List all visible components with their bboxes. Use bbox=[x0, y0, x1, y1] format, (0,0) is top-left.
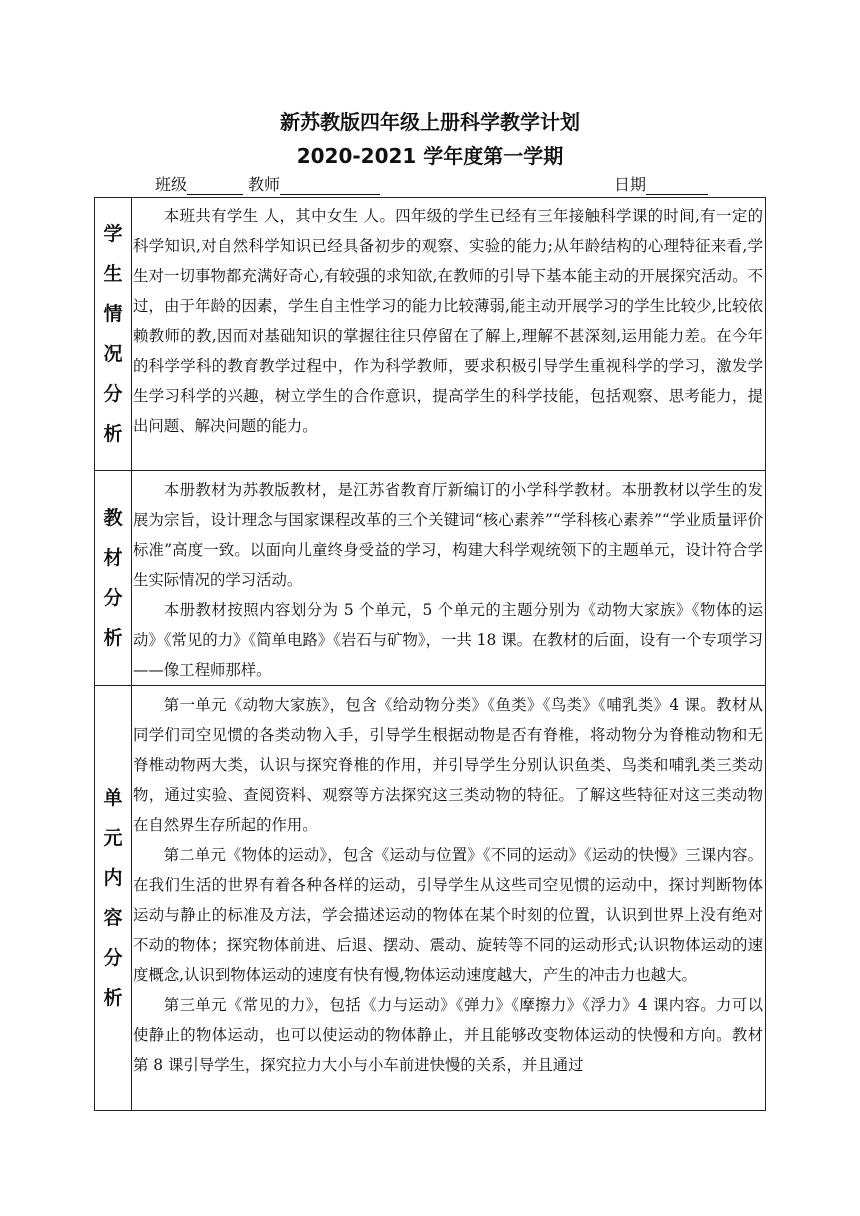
date-field bbox=[614, 172, 708, 195]
class-blank bbox=[187, 178, 243, 195]
label-char: 教 bbox=[103, 507, 123, 529]
class-field bbox=[155, 172, 243, 195]
label-char: 分 bbox=[103, 947, 123, 969]
date-label: 日期 bbox=[614, 175, 647, 194]
date-blank bbox=[646, 178, 708, 195]
table-border-top bbox=[94, 197, 766, 198]
table-column-divider bbox=[131, 197, 132, 1111]
unit-analysis-content bbox=[133, 690, 763, 1108]
row-label-student-analysis bbox=[95, 198, 131, 470]
teacher-blank bbox=[280, 178, 380, 195]
label-char: 容 bbox=[103, 907, 123, 929]
paragraph: 第三单元《常见的力》，包括《力与运动》《弹力》《摩擦力》《浮力》4 课内容。力可以使静止的物体运动，也可以使运动的物体静止，并且能够改变物体运动的快慢和方向。教材第 8 课引导学生，探究拉力大小与小车前进快慢的关系，并且通过 bbox=[133, 996, 763, 1074]
table-border-right bbox=[765, 197, 766, 1111]
document-title: 新苏教版四年级上册科学教学计划 bbox=[280, 110, 580, 134]
label-char: 分 bbox=[103, 587, 123, 609]
label-char: 元 bbox=[103, 827, 123, 849]
paragraph: 第一单元《动物大家族》，包含《给动物分类》《鱼类》《鸟类》《哺乳类》4 课。教材从同学们司空见惯的各类动物入手，引导学生根据动物是否有脊椎，将动物分为脊椎动物和无脊椎动物两大类，认识与探究脊椎的作用，并引导学生分别认识鱼类、鸟类和哺乳类三类动物，通过实验、查阅资料、观察等方法探究这三类动物的特征。了解这些特征对这三类动物在自然界生存所起的作用。 bbox=[133, 696, 763, 834]
label-char: 学 bbox=[103, 223, 123, 245]
paragraph: 第二单元《物体的运动》，包含《运动与位置》《不同的运动》《运动的快慢》三课内容。在我们生活的世界有着各种各样的运动，引导学生从这些司空见惯的运动中，探讨判断物体运动与静止的标准及方法，学会描述运动的物体在某个时刻的位置，认识到世界上没有绝对不动的物体；探究物体前进、后退、摆动、震动、旋转等不同的运动形式;认识物体运动的速度概念,认识到物体运动的速度有快有慢,物体运动速度越大，产生的冲击力也越大。 bbox=[133, 846, 763, 984]
teacher-field bbox=[248, 172, 380, 195]
paragraph: 本册教材按照内容划分为 5 个单元，5 个单元的主题分别为《动物大家族》《物体的运动》《常见的力》《简单电路》《岩石与矿物》，一共 18 课。在教材的后面，设有一个专项学习——像工程师那样。 bbox=[133, 601, 763, 679]
label-char: 析 bbox=[103, 423, 123, 445]
label-char: 情 bbox=[103, 303, 123, 325]
label-char: 况 bbox=[103, 343, 123, 365]
teacher-label: 教师 bbox=[248, 175, 281, 194]
label-char: 材 bbox=[103, 547, 123, 569]
table-border-bottom bbox=[94, 1110, 766, 1111]
textbook-analysis-content bbox=[133, 475, 763, 685]
label-char: 内 bbox=[103, 867, 123, 889]
table-row-divider bbox=[94, 685, 766, 686]
row-label-textbook-analysis bbox=[95, 471, 131, 685]
label-char: 析 bbox=[103, 627, 123, 649]
student-analysis-content bbox=[133, 201, 763, 441]
label-char: 析 bbox=[103, 987, 123, 1009]
paragraph: 本班共有学生 人，其中女生 人。四年级的学生已经有三年接触科学课的时间,有一定的科学知识,对自然科学知识已经具备初步的观察、实验的能力;从年龄结构的心理特征来看,学生对一切事物都充满好奇心,有较强的求知欲,在教师的引导下基本能主动的开展探究活动。不过，由于年龄的因素，学生自主性学习的能力比较薄弱,能主动开展学习的学生比较少,比较依赖教师的教,因而对基础知识的掌握往往只停留在了解上,理解不甚深刻,运用能力差。在今年的科学学科的教育教学过程中，作为科学教师，要求积极引导学生重视科学的学习，激发学生学习科学的兴趣，树立学生的合作意识，提高学生的科学技能，包括观察、思考能力，提出问题、解决问题的能力。 bbox=[133, 207, 763, 435]
label-char: 生 bbox=[103, 263, 123, 285]
label-char: 单 bbox=[103, 787, 123, 809]
class-label: 班级 bbox=[155, 175, 188, 194]
paragraph: 本册教材为苏教版教材，是江苏省教育厅新编订的小学科学教材。本册教材以学生的发展为宗旨，设计理念与国家课程改革的三个关键词“核心素养”“学科核心素养”“学业质量评价标准”高度一致。以面向儿童终身受益的学习，构建大科学观统领下的主题单元，设计符合学生实际情况的学习活动。 bbox=[133, 481, 763, 589]
document-subtitle: 2020-2021 学年度第一学期 bbox=[296, 144, 564, 168]
table-row-divider bbox=[94, 470, 766, 471]
row-label-unit-analysis bbox=[95, 686, 131, 1110]
label-char: 分 bbox=[103, 383, 123, 405]
